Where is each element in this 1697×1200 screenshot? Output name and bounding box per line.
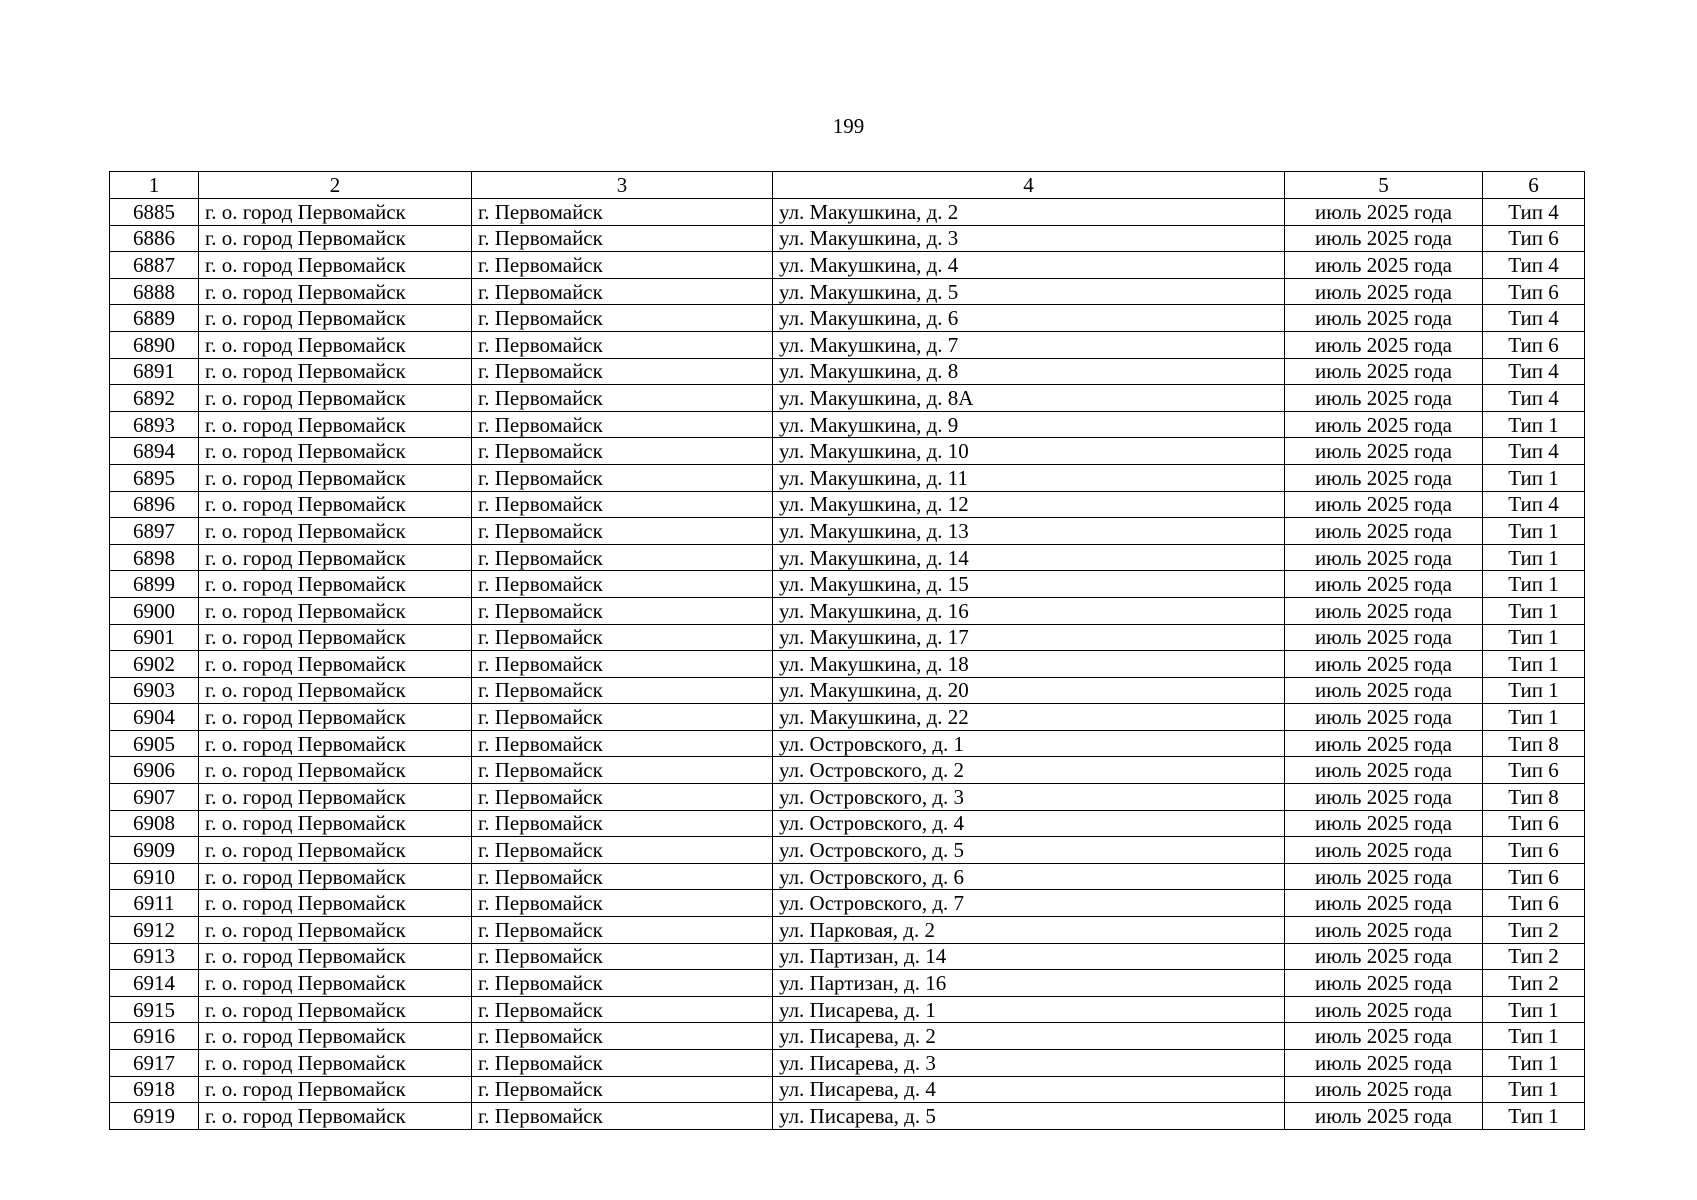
district-cell: г. о. город Первомайск xyxy=(199,1023,472,1050)
table-row xyxy=(110,278,1585,305)
address-cell: ул. Макушкина, д. 3 xyxy=(773,225,1285,252)
type-cell: Тип 1 xyxy=(1483,571,1585,598)
row-number-cell: 6896 xyxy=(110,491,199,518)
city-cell: г. Первомайск xyxy=(472,544,773,571)
district-cell: г. о. город Первомайск xyxy=(199,837,472,864)
table-row xyxy=(110,704,1585,731)
table-row xyxy=(110,970,1585,997)
type-cell: Тип 6 xyxy=(1483,278,1585,305)
type-cell: Тип 4 xyxy=(1483,438,1585,465)
row-number-cell: 6919 xyxy=(110,1103,199,1130)
row-number-cell: 6907 xyxy=(110,784,199,811)
district-cell: г. о. город Первомайск xyxy=(199,199,472,226)
date-cell: июль 2025 года xyxy=(1285,438,1483,465)
table-row xyxy=(110,1103,1585,1130)
row-number-cell: 6914 xyxy=(110,970,199,997)
date-cell: июль 2025 года xyxy=(1285,917,1483,944)
address-cell: ул. Макушкина, д. 8 xyxy=(773,358,1285,385)
address-cell: ул. Макушкина, д. 7 xyxy=(773,331,1285,358)
column-header: 2 xyxy=(199,172,472,199)
date-cell: июль 2025 года xyxy=(1285,863,1483,890)
row-number-cell: 6903 xyxy=(110,677,199,704)
date-cell: июль 2025 года xyxy=(1285,943,1483,970)
type-cell: Тип 4 xyxy=(1483,305,1585,332)
address-cell: ул. Писарева, д. 1 xyxy=(773,996,1285,1023)
district-cell: г. о. город Первомайск xyxy=(199,411,472,438)
type-cell: Тип 1 xyxy=(1483,411,1585,438)
address-cell: ул. Островского, д. 1 xyxy=(773,730,1285,757)
district-cell: г. о. город Первомайск xyxy=(199,996,472,1023)
row-number-cell: 6917 xyxy=(110,1050,199,1077)
date-cell: июль 2025 года xyxy=(1285,358,1483,385)
row-number-cell: 6905 xyxy=(110,730,199,757)
type-cell: Тип 6 xyxy=(1483,863,1585,890)
city-cell: г. Первомайск xyxy=(472,385,773,412)
type-cell: Тип 1 xyxy=(1483,464,1585,491)
date-cell: июль 2025 года xyxy=(1285,837,1483,864)
type-cell: Тип 4 xyxy=(1483,199,1585,226)
type-cell: Тип 1 xyxy=(1483,544,1585,571)
date-cell: июль 2025 года xyxy=(1285,252,1483,279)
type-cell: Тип 2 xyxy=(1483,943,1585,970)
table-row xyxy=(110,943,1585,970)
district-cell: г. о. город Первомайск xyxy=(199,305,472,332)
district-cell: г. о. город Первомайск xyxy=(199,385,472,412)
row-number-cell: 6906 xyxy=(110,757,199,784)
address-cell: ул. Макушкина, д. 9 xyxy=(773,411,1285,438)
district-cell: г. о. город Первомайск xyxy=(199,1050,472,1077)
date-cell: июль 2025 года xyxy=(1285,996,1483,1023)
address-cell: ул. Макушкина, д. 20 xyxy=(773,677,1285,704)
district-cell: г. о. город Первомайск xyxy=(199,810,472,837)
table-body xyxy=(110,199,1585,1130)
city-cell: г. Первомайск xyxy=(472,278,773,305)
type-cell: Тип 6 xyxy=(1483,225,1585,252)
address-cell: ул. Островского, д. 2 xyxy=(773,757,1285,784)
table-row xyxy=(110,1023,1585,1050)
type-cell: Тип 4 xyxy=(1483,358,1585,385)
address-cell: ул. Макушкина, д. 10 xyxy=(773,438,1285,465)
date-cell: июль 2025 года xyxy=(1285,1050,1483,1077)
address-cell: ул. Макушкина, д. 14 xyxy=(773,544,1285,571)
address-cell: ул. Макушкина, д. 16 xyxy=(773,597,1285,624)
address-cell: ул. Парковая, д. 2 xyxy=(773,917,1285,944)
type-cell: Тип 8 xyxy=(1483,730,1585,757)
row-number-cell: 6897 xyxy=(110,518,199,545)
city-cell: г. Первомайск xyxy=(472,863,773,890)
city-cell: г. Первомайск xyxy=(472,784,773,811)
district-cell: г. о. город Первомайск xyxy=(199,651,472,678)
column-header: 1 xyxy=(110,172,199,199)
date-cell: июль 2025 года xyxy=(1285,571,1483,598)
table-row xyxy=(110,438,1585,465)
city-cell: г. Первомайск xyxy=(472,624,773,651)
table-row xyxy=(110,199,1585,226)
type-cell: Тип 1 xyxy=(1483,677,1585,704)
type-cell: Тип 1 xyxy=(1483,1103,1585,1130)
table-row xyxy=(110,810,1585,837)
row-number-cell: 6890 xyxy=(110,331,199,358)
date-cell: июль 2025 года xyxy=(1285,890,1483,917)
address-cell: ул. Писарева, д. 4 xyxy=(773,1076,1285,1103)
table-row xyxy=(110,917,1585,944)
date-cell: июль 2025 года xyxy=(1285,1103,1483,1130)
table-row xyxy=(110,996,1585,1023)
date-cell: июль 2025 года xyxy=(1285,970,1483,997)
city-cell: г. Первомайск xyxy=(472,438,773,465)
table-row xyxy=(110,252,1585,279)
date-cell: июль 2025 года xyxy=(1285,464,1483,491)
row-number-cell: 6885 xyxy=(110,199,199,226)
date-cell: июль 2025 года xyxy=(1285,677,1483,704)
city-cell: г. Первомайск xyxy=(472,704,773,731)
address-cell: ул. Островского, д. 5 xyxy=(773,837,1285,864)
date-cell: июль 2025 года xyxy=(1285,810,1483,837)
type-cell: Тип 1 xyxy=(1483,1076,1585,1103)
city-cell: г. Первомайск xyxy=(472,199,773,226)
date-cell: июль 2025 года xyxy=(1285,704,1483,731)
date-cell: июль 2025 года xyxy=(1285,597,1483,624)
date-cell: июль 2025 года xyxy=(1285,305,1483,332)
row-number-cell: 6901 xyxy=(110,624,199,651)
date-cell: июль 2025 года xyxy=(1285,331,1483,358)
district-cell: г. о. город Первомайск xyxy=(199,730,472,757)
row-number-cell: 6904 xyxy=(110,704,199,731)
type-cell: Тип 4 xyxy=(1483,491,1585,518)
city-cell: г. Первомайск xyxy=(472,518,773,545)
district-cell: г. о. город Первомайск xyxy=(199,358,472,385)
city-cell: г. Первомайск xyxy=(472,491,773,518)
row-number-cell: 6894 xyxy=(110,438,199,465)
city-cell: г. Первомайск xyxy=(472,225,773,252)
row-number-cell: 6902 xyxy=(110,651,199,678)
address-cell: ул. Макушкина, д. 13 xyxy=(773,518,1285,545)
table-row xyxy=(110,597,1585,624)
row-number-cell: 6918 xyxy=(110,1076,199,1103)
table-row xyxy=(110,890,1585,917)
address-cell: ул. Макушкина, д. 17 xyxy=(773,624,1285,651)
city-cell: г. Первомайск xyxy=(472,464,773,491)
date-cell: июль 2025 года xyxy=(1285,544,1483,571)
district-cell: г. о. город Первомайск xyxy=(199,491,472,518)
city-cell: г. Первомайск xyxy=(472,411,773,438)
address-cell: ул. Макушкина, д. 15 xyxy=(773,571,1285,598)
date-cell: июль 2025 года xyxy=(1285,411,1483,438)
type-cell: Тип 1 xyxy=(1483,704,1585,731)
date-cell: июль 2025 года xyxy=(1285,199,1483,226)
type-cell: Тип 1 xyxy=(1483,1023,1585,1050)
row-number-cell: 6892 xyxy=(110,385,199,412)
district-cell: г. о. город Первомайск xyxy=(199,677,472,704)
row-number-cell: 6910 xyxy=(110,863,199,890)
city-cell: г. Первомайск xyxy=(472,970,773,997)
table-header-row xyxy=(110,172,1585,199)
city-cell: г. Первомайск xyxy=(472,757,773,784)
district-cell: г. о. город Первомайск xyxy=(199,464,472,491)
district-cell: г. о. город Первомайск xyxy=(199,863,472,890)
address-cell: ул. Макушкина, д. 22 xyxy=(773,704,1285,731)
row-number-cell: 6915 xyxy=(110,996,199,1023)
housing-registry-table xyxy=(109,171,1585,1130)
table-row xyxy=(110,225,1585,252)
city-cell: г. Первомайск xyxy=(472,1050,773,1077)
city-cell: г. Первомайск xyxy=(472,1023,773,1050)
district-cell: г. о. город Первомайск xyxy=(199,1076,472,1103)
table-row xyxy=(110,677,1585,704)
table-row xyxy=(110,411,1585,438)
type-cell: Тип 1 xyxy=(1483,597,1585,624)
row-number-cell: 6895 xyxy=(110,464,199,491)
table-row xyxy=(110,651,1585,678)
district-cell: г. о. город Первомайск xyxy=(199,225,472,252)
table-row xyxy=(110,385,1585,412)
table-row xyxy=(110,305,1585,332)
table-row xyxy=(110,571,1585,598)
date-cell: июль 2025 года xyxy=(1285,730,1483,757)
date-cell: июль 2025 года xyxy=(1285,757,1483,784)
date-cell: июль 2025 года xyxy=(1285,225,1483,252)
city-cell: г. Первомайск xyxy=(472,996,773,1023)
address-cell: ул. Островского, д. 7 xyxy=(773,890,1285,917)
city-cell: г. Первомайск xyxy=(472,331,773,358)
city-cell: г. Первомайск xyxy=(472,305,773,332)
date-cell: июль 2025 года xyxy=(1285,624,1483,651)
type-cell: Тип 4 xyxy=(1483,252,1585,279)
district-cell: г. о. город Первомайск xyxy=(199,943,472,970)
type-cell: Тип 4 xyxy=(1483,385,1585,412)
district-cell: г. о. город Первомайск xyxy=(199,571,472,598)
address-cell: ул. Макушкина, д. 2 xyxy=(773,199,1285,226)
row-number-cell: 6893 xyxy=(110,411,199,438)
type-cell: Тип 2 xyxy=(1483,970,1585,997)
row-number-cell: 6900 xyxy=(110,597,199,624)
district-cell: г. о. город Первомайск xyxy=(199,784,472,811)
city-cell: г. Первомайск xyxy=(472,943,773,970)
type-cell: Тип 6 xyxy=(1483,331,1585,358)
table-row xyxy=(110,730,1585,757)
date-cell: июль 2025 года xyxy=(1285,1023,1483,1050)
date-cell: июль 2025 года xyxy=(1285,518,1483,545)
city-cell: г. Первомайск xyxy=(472,810,773,837)
table-row xyxy=(110,544,1585,571)
column-header: 3 xyxy=(472,172,773,199)
district-cell: г. о. город Первомайск xyxy=(199,438,472,465)
city-cell: г. Первомайск xyxy=(472,677,773,704)
address-cell: ул. Писарева, д. 3 xyxy=(773,1050,1285,1077)
table-row xyxy=(110,358,1585,385)
row-number-cell: 6912 xyxy=(110,917,199,944)
address-cell: ул. Макушкина, д. 18 xyxy=(773,651,1285,678)
table-row xyxy=(110,1050,1585,1077)
district-cell: г. о. город Первомайск xyxy=(199,704,472,731)
table-row xyxy=(110,784,1585,811)
row-number-cell: 6886 xyxy=(110,225,199,252)
type-cell: Тип 6 xyxy=(1483,890,1585,917)
district-cell: г. о. город Первомайск xyxy=(199,970,472,997)
city-cell: г. Первомайск xyxy=(472,1076,773,1103)
district-cell: г. о. город Первомайск xyxy=(199,331,472,358)
date-cell: июль 2025 года xyxy=(1285,651,1483,678)
date-cell: июль 2025 года xyxy=(1285,278,1483,305)
date-cell: июль 2025 года xyxy=(1285,784,1483,811)
row-number-cell: 6891 xyxy=(110,358,199,385)
type-cell: Тип 6 xyxy=(1483,810,1585,837)
address-cell: ул. Островского, д. 6 xyxy=(773,863,1285,890)
row-number-cell: 6889 xyxy=(110,305,199,332)
district-cell: г. о. город Первомайск xyxy=(199,252,472,279)
city-cell: г. Первомайск xyxy=(472,730,773,757)
address-cell: ул. Партизан, д. 16 xyxy=(773,970,1285,997)
city-cell: г. Первомайск xyxy=(472,837,773,864)
column-header: 6 xyxy=(1483,172,1585,199)
row-number-cell: 6916 xyxy=(110,1023,199,1050)
district-cell: г. о. город Первомайск xyxy=(199,544,472,571)
district-cell: г. о. город Первомайск xyxy=(199,1103,472,1130)
type-cell: Тип 6 xyxy=(1483,837,1585,864)
district-cell: г. о. город Первомайск xyxy=(199,518,472,545)
table-row xyxy=(110,837,1585,864)
address-cell: ул. Макушкина, д. 12 xyxy=(773,491,1285,518)
address-cell: ул. Писарева, д. 2 xyxy=(773,1023,1285,1050)
column-header: 4 xyxy=(773,172,1285,199)
row-number-cell: 6909 xyxy=(110,837,199,864)
table-row xyxy=(110,491,1585,518)
row-number-cell: 6898 xyxy=(110,544,199,571)
district-cell: г. о. город Первомайск xyxy=(199,917,472,944)
district-cell: г. о. город Первомайск xyxy=(199,624,472,651)
date-cell: июль 2025 года xyxy=(1285,385,1483,412)
address-cell: ул. Макушкина, д. 5 xyxy=(773,278,1285,305)
type-cell: Тип 6 xyxy=(1483,757,1585,784)
address-cell: ул. Островского, д. 3 xyxy=(773,784,1285,811)
table-row xyxy=(110,518,1585,545)
city-cell: г. Первомайск xyxy=(472,571,773,598)
page-number: 199 xyxy=(832,114,865,138)
district-cell: г. о. город Первомайск xyxy=(199,278,472,305)
type-cell: Тип 8 xyxy=(1483,784,1585,811)
date-cell: июль 2025 года xyxy=(1285,1076,1483,1103)
city-cell: г. Первомайск xyxy=(472,890,773,917)
type-cell: Тип 1 xyxy=(1483,996,1585,1023)
address-cell: ул. Макушкина, д. 11 xyxy=(773,464,1285,491)
district-cell: г. о. город Первомайск xyxy=(199,890,472,917)
type-cell: Тип 2 xyxy=(1483,917,1585,944)
address-cell: ул. Макушкина, д. 4 xyxy=(773,252,1285,279)
address-cell: ул. Островского, д. 4 xyxy=(773,810,1285,837)
address-cell: ул. Партизан, д. 14 xyxy=(773,943,1285,970)
row-number-cell: 6887 xyxy=(110,252,199,279)
column-header: 5 xyxy=(1285,172,1483,199)
type-cell: Тип 1 xyxy=(1483,1050,1585,1077)
row-number-cell: 6899 xyxy=(110,571,199,598)
district-cell: г. о. город Первомайск xyxy=(199,757,472,784)
city-cell: г. Первомайск xyxy=(472,1103,773,1130)
table-row xyxy=(110,757,1585,784)
row-number-cell: 6911 xyxy=(110,890,199,917)
type-cell: Тип 1 xyxy=(1483,624,1585,651)
city-cell: г. Первомайск xyxy=(472,597,773,624)
row-number-cell: 6888 xyxy=(110,278,199,305)
type-cell: Тип 1 xyxy=(1483,651,1585,678)
city-cell: г. Первомайск xyxy=(472,651,773,678)
row-number-cell: 6913 xyxy=(110,943,199,970)
city-cell: г. Первомайск xyxy=(472,252,773,279)
district-cell: г. о. город Первомайск xyxy=(199,597,472,624)
table-row xyxy=(110,1076,1585,1103)
address-cell: ул. Писарева, д. 5 xyxy=(773,1103,1285,1130)
city-cell: г. Первомайск xyxy=(472,917,773,944)
city-cell: г. Первомайск xyxy=(472,358,773,385)
table-row xyxy=(110,464,1585,491)
row-number-cell: 6908 xyxy=(110,810,199,837)
address-cell: ул. Макушкина, д. 8А xyxy=(773,385,1285,412)
table-row xyxy=(110,624,1585,651)
date-cell: июль 2025 года xyxy=(1285,491,1483,518)
address-cell: ул. Макушкина, д. 6 xyxy=(773,305,1285,332)
type-cell: Тип 1 xyxy=(1483,518,1585,545)
table-row xyxy=(110,331,1585,358)
table-row xyxy=(110,863,1585,890)
